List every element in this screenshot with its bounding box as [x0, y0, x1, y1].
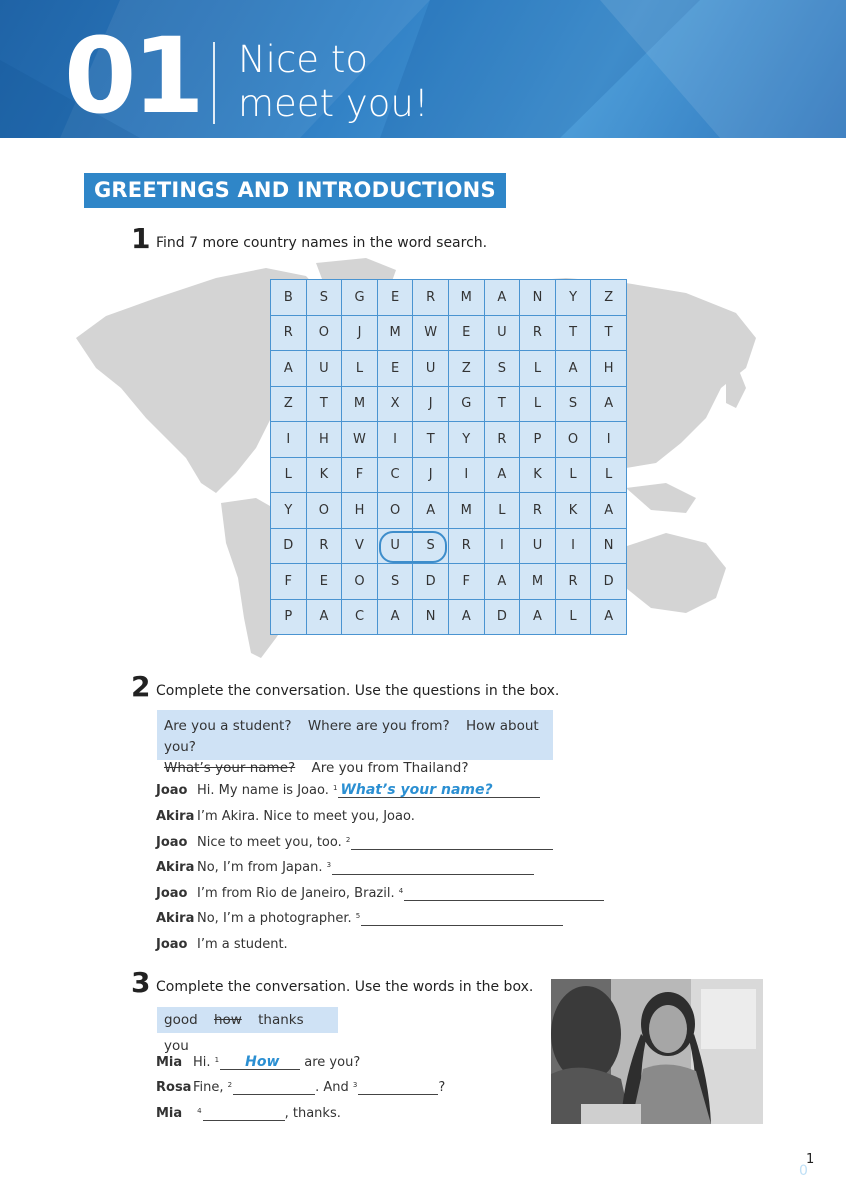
grid-cell[interactable]: L: [555, 457, 591, 493]
gap-number: 2: [227, 1081, 233, 1089]
grid-cell[interactable]: I: [448, 457, 484, 493]
line-text: Hi.: [193, 1055, 211, 1070]
grid-cell[interactable]: N: [591, 528, 627, 564]
exercise-3-number: 3: [131, 966, 151, 999]
grid-cell[interactable]: A: [591, 493, 627, 529]
grid-cell[interactable]: S: [306, 280, 342, 316]
line-text: I’m from Rio de Janeiro, Brazil.: [197, 886, 395, 901]
grid-cell[interactable]: U: [484, 315, 520, 351]
grid-cell[interactable]: D: [591, 564, 627, 600]
grid-cell[interactable]: O: [306, 493, 342, 529]
grid-cell[interactable]: G: [448, 386, 484, 422]
answer-blank[interactable]: [332, 860, 534, 875]
grid-cell[interactable]: A: [484, 457, 520, 493]
grid-cell[interactable]: R: [520, 493, 556, 529]
grid-cell[interactable]: I: [555, 528, 591, 564]
unit-banner: [0, 0, 846, 138]
grid-cell[interactable]: T: [591, 315, 627, 351]
conversation-line-2: [156, 809, 415, 824]
line-text: Nice to meet you, too.: [197, 835, 342, 850]
conversation-line-6: [156, 911, 563, 926]
conversation3-line-3: [156, 1106, 341, 1121]
grid-cell[interactable]: Y: [555, 280, 591, 316]
grid-cell[interactable]: J: [413, 457, 449, 493]
grid-cell[interactable]: F: [342, 457, 378, 493]
answer-blank[interactable]: [404, 886, 604, 901]
grid-cell[interactable]: V: [342, 528, 378, 564]
grid-cell[interactable]: L: [555, 599, 591, 635]
grid-cell[interactable]: S: [413, 528, 449, 564]
banner-divider: [213, 42, 215, 124]
grid-cell[interactable]: R: [555, 564, 591, 600]
answer-blank[interactable]: [351, 835, 553, 850]
grid-cell[interactable]: J: [413, 386, 449, 422]
speaker-name: Rosa: [156, 1080, 192, 1095]
speaker-name: Joao: [156, 886, 188, 901]
grid-row: [271, 457, 627, 493]
question-option: Are you a student?: [164, 718, 292, 734]
grid-row: [271, 528, 627, 564]
exercise-1-number: 1: [131, 222, 151, 255]
line-text: Hi. My name is Joao.: [197, 783, 329, 798]
word-option-used: how: [213, 1012, 242, 1028]
grid-cell[interactable]: O: [342, 564, 378, 600]
grid-cell[interactable]: O: [555, 422, 591, 458]
grid-cell[interactable]: L: [271, 457, 307, 493]
grid-cell[interactable]: K: [520, 457, 556, 493]
grid-cell[interactable]: Y: [271, 493, 307, 529]
speaker-name: Joao: [156, 835, 188, 850]
grid-cell[interactable]: I: [484, 528, 520, 564]
grid-cell[interactable]: A: [413, 493, 449, 529]
gap-number: 3: [326, 861, 332, 869]
grid-row: [271, 315, 627, 351]
question-option: Are you from Thailand?: [311, 760, 469, 776]
grid-row: [271, 493, 627, 529]
gap-number: 5: [355, 912, 361, 920]
grid-cell[interactable]: N: [520, 280, 556, 316]
grid-cell[interactable]: T: [484, 386, 520, 422]
word-search-grid: [270, 279, 627, 635]
grid-row: [271, 599, 627, 635]
grid-cell[interactable]: A: [484, 564, 520, 600]
speaker-name: Akira: [156, 911, 195, 926]
exercise-3-instruction: Complete the conversation. Use the words in the box.: [156, 979, 534, 995]
conversation3-line-1: [156, 1055, 360, 1070]
conversation-line-4: [156, 860, 534, 875]
two-women-photo: [551, 979, 763, 1124]
grid-cell[interactable]: E: [448, 315, 484, 351]
line-text: I’m Akira. Nice to meet you, Joao.: [197, 809, 415, 824]
grid-cell[interactable]: C: [377, 457, 413, 493]
grid-cell[interactable]: I: [377, 422, 413, 458]
questions-box-row1: [164, 716, 553, 758]
grid-cell[interactable]: P: [271, 599, 307, 635]
answer-blank[interactable]: [338, 783, 540, 798]
question-option: Where are you from?: [307, 718, 450, 734]
grid-cell[interactable]: H: [591, 351, 627, 387]
conversation-line-1: [156, 783, 540, 798]
grid-cell[interactable]: E: [306, 564, 342, 600]
grid-cell[interactable]: I: [591, 422, 627, 458]
grid-cell[interactable]: X: [377, 386, 413, 422]
grid-cell[interactable]: G: [342, 280, 378, 316]
grid-cell[interactable]: J: [342, 315, 378, 351]
grid-row: [271, 280, 627, 316]
grid-cell[interactable]: F: [448, 564, 484, 600]
grid-cell[interactable]: L: [342, 351, 378, 387]
exercise-1-instruction: Find 7 more country names in the word search.: [156, 235, 488, 251]
line-text: No, I’m a photographer.: [197, 911, 352, 926]
answer-blank[interactable]: [361, 911, 563, 926]
grid-cell[interactable]: R: [306, 528, 342, 564]
grid-cell[interactable]: T: [413, 422, 449, 458]
line-text: are you?: [304, 1055, 361, 1070]
grid-cell[interactable]: H: [306, 422, 342, 458]
gap-number: 3: [352, 1081, 358, 1089]
grid-cell[interactable]: M: [342, 386, 378, 422]
speaker-name: Mia: [156, 1106, 183, 1121]
example-answer: What’s your name?: [340, 782, 493, 798]
grid-cell[interactable]: F: [271, 564, 307, 600]
grid-cell[interactable]: A: [306, 599, 342, 635]
exercise-2-instruction: Complete the conversation. Use the questions in the box.: [156, 683, 560, 699]
speaker-name: Akira: [156, 809, 195, 824]
grid-cell[interactable]: A: [591, 599, 627, 635]
conversation3-line-2: [156, 1080, 445, 1095]
grid-cell[interactable]: A: [520, 599, 556, 635]
line-text: Fine,: [193, 1080, 224, 1095]
line-text: , thanks.: [284, 1106, 341, 1121]
grid-cell[interactable]: L: [484, 493, 520, 529]
grid-cell[interactable]: Z: [448, 351, 484, 387]
grid-cell[interactable]: Z: [271, 386, 307, 422]
words-box: [157, 1007, 338, 1054]
answer-blank[interactable]: [233, 1080, 315, 1095]
page-number: 1: [806, 1152, 815, 1167]
section-heading: GREETINGS AND INTRODUCTIONS: [84, 173, 506, 208]
grid-cell[interactable]: S: [377, 564, 413, 600]
line-text: I’m a student.: [197, 937, 288, 952]
grid-cell[interactable]: U: [413, 351, 449, 387]
word-option: good: [164, 1012, 198, 1028]
grid-cell[interactable]: U: [377, 528, 413, 564]
grid-cell[interactable]: N: [413, 599, 449, 635]
unit-number: 01: [64, 15, 201, 137]
grid-cell[interactable]: O: [306, 315, 342, 351]
grid-cell[interactable]: A: [448, 599, 484, 635]
grid-cell[interactable]: T: [306, 386, 342, 422]
grid-cell[interactable]: U: [306, 351, 342, 387]
questions-box: [157, 710, 553, 776]
gap-number: 4: [398, 887, 404, 895]
grid-cell[interactable]: S: [484, 351, 520, 387]
grid-cell[interactable]: T: [555, 315, 591, 351]
grid-cell[interactable]: I: [271, 422, 307, 458]
grid-cell[interactable]: Y: [448, 422, 484, 458]
speaker-name: Akira: [156, 860, 195, 875]
unit-title-line1: Nice to: [238, 38, 368, 81]
grid-cell[interactable]: R: [271, 315, 307, 351]
grid-cell[interactable]: E: [377, 351, 413, 387]
gap-number: 2: [345, 836, 351, 844]
grid-cell[interactable]: O: [377, 493, 413, 529]
answer-blank[interactable]: [220, 1055, 300, 1070]
word-option: thanks: [258, 1012, 304, 1028]
answer-blank[interactable]: [203, 1106, 285, 1121]
example-answer: How: [245, 1054, 280, 1070]
line-text: No, I’m from Japan.: [197, 860, 323, 875]
page-number-overlay: 0: [799, 1163, 808, 1179]
gap-number: 4: [197, 1107, 202, 1115]
grid-cell[interactable]: A: [377, 599, 413, 635]
grid-cell[interactable]: A: [484, 280, 520, 316]
unit-title: [238, 38, 429, 126]
grid-cell[interactable]: P: [520, 422, 556, 458]
grid-cell[interactable]: W: [342, 422, 378, 458]
grid-cell[interactable]: L: [520, 386, 556, 422]
gap-number: 1: [332, 784, 338, 792]
grid-cell[interactable]: H: [342, 493, 378, 529]
grid-cell[interactable]: R: [413, 280, 449, 316]
grid-cell[interactable]: A: [271, 351, 307, 387]
grid-row: [271, 564, 627, 600]
grid-cell[interactable]: K: [306, 457, 342, 493]
question-option: How about you?: [164, 718, 539, 755]
grid-cell[interactable]: C: [342, 599, 378, 635]
speaker-name: Joao: [156, 783, 188, 798]
grid-cell[interactable]: D: [484, 599, 520, 635]
grid-cell[interactable]: L: [591, 457, 627, 493]
unit-title-line2: meet you!: [238, 82, 429, 125]
grid-cell[interactable]: L: [520, 351, 556, 387]
grid-cell[interactable]: K: [555, 493, 591, 529]
speaker-name: Mia: [156, 1055, 183, 1070]
grid-cell[interactable]: D: [271, 528, 307, 564]
grid-cell[interactable]: B: [271, 280, 307, 316]
speaker-name: Joao: [156, 937, 188, 952]
exercise-2-number: 2: [131, 670, 151, 703]
word-option: you: [164, 1038, 189, 1054]
grid-cell[interactable]: U: [520, 528, 556, 564]
grid-cell[interactable]: Z: [591, 280, 627, 316]
grid-cell[interactable]: W: [413, 315, 449, 351]
grid-cell[interactable]: A: [591, 386, 627, 422]
answer-blank[interactable]: [358, 1080, 438, 1095]
conversation-line-3: [156, 835, 553, 850]
line-text: ?: [438, 1080, 446, 1095]
grid-cell[interactable]: M: [520, 564, 556, 600]
grid-cell[interactable]: M: [377, 315, 413, 351]
photo-illustration: [551, 979, 763, 1124]
grid-cell[interactable]: S: [555, 386, 591, 422]
grid-cell[interactable]: R: [484, 422, 520, 458]
example-answer-circle: [379, 531, 447, 563]
conversation-line-7: [156, 937, 288, 952]
line-text: . And: [315, 1080, 349, 1095]
grid-cell[interactable]: A: [555, 351, 591, 387]
grid-cell[interactable]: D: [413, 564, 449, 600]
conversation-line-5: [156, 886, 604, 901]
grid-row: [271, 422, 627, 458]
grid-row: [271, 351, 627, 387]
gap-number: 1: [214, 1056, 220, 1064]
grid-row: [271, 386, 627, 422]
questions-box-row2: [164, 758, 553, 779]
grid-cell[interactable]: M: [448, 493, 484, 529]
question-option-used: What’s your name?: [164, 760, 296, 776]
grid-cell[interactable]: R: [448, 528, 484, 564]
grid-cell[interactable]: E: [377, 280, 413, 316]
grid-cell[interactable]: R: [520, 315, 556, 351]
grid-cell[interactable]: M: [448, 280, 484, 316]
